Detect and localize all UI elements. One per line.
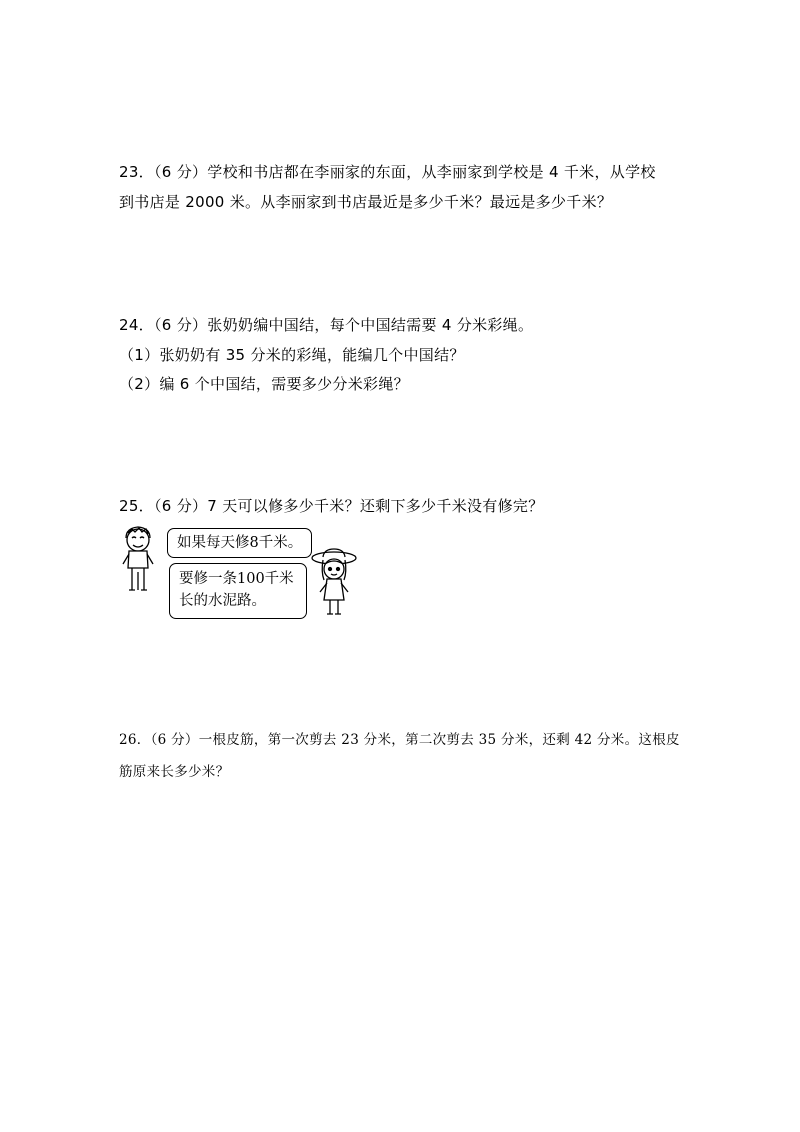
boy-speech-bubble: [167, 528, 312, 558]
q23-line-2: 到书店是 2000 米。从李丽家到书店最近是多少千米？最远是多少千米？: [119, 193, 613, 211]
q25-line-1: 25．（6 分）7 天可以修多少千米？还剩下多少千米没有修完？: [119, 497, 544, 515]
boy-illustration: [118, 524, 158, 598]
q24-line-1: 24．（6 分）张奶奶编中国结，每个中国结需要 4 分米彩绳。: [119, 316, 534, 334]
boy-speech-text: 如果每天修8千米。: [177, 535, 303, 551]
q24-sub-2: （2）编 6 个中国结，需要多少分米彩绳？: [119, 375, 409, 393]
q26-line-2: 筋原来长多少米？: [119, 764, 230, 780]
girl-illustration: [310, 548, 358, 620]
q26-line-1: 26．（6 分）一根皮筋，第一次剪去 23 分米，第二次剪去 35 分米，还剩 42 分米。这根皮: [119, 732, 680, 748]
q24-sub-1: （1）张奶奶有 35 分米的彩绳，能编几个中国结？: [119, 346, 465, 364]
q23-line-1: 23．（6 分）学校和书店都在李丽家的东面，从李丽家到学校是 4 千米，从学校: [119, 163, 656, 181]
girl-speech-text-line-2: 长的水泥路。: [179, 593, 266, 609]
girl-speech-text-line-1: 要修一条100千米: [179, 571, 294, 587]
girl-speech-bubble: [169, 563, 307, 619]
